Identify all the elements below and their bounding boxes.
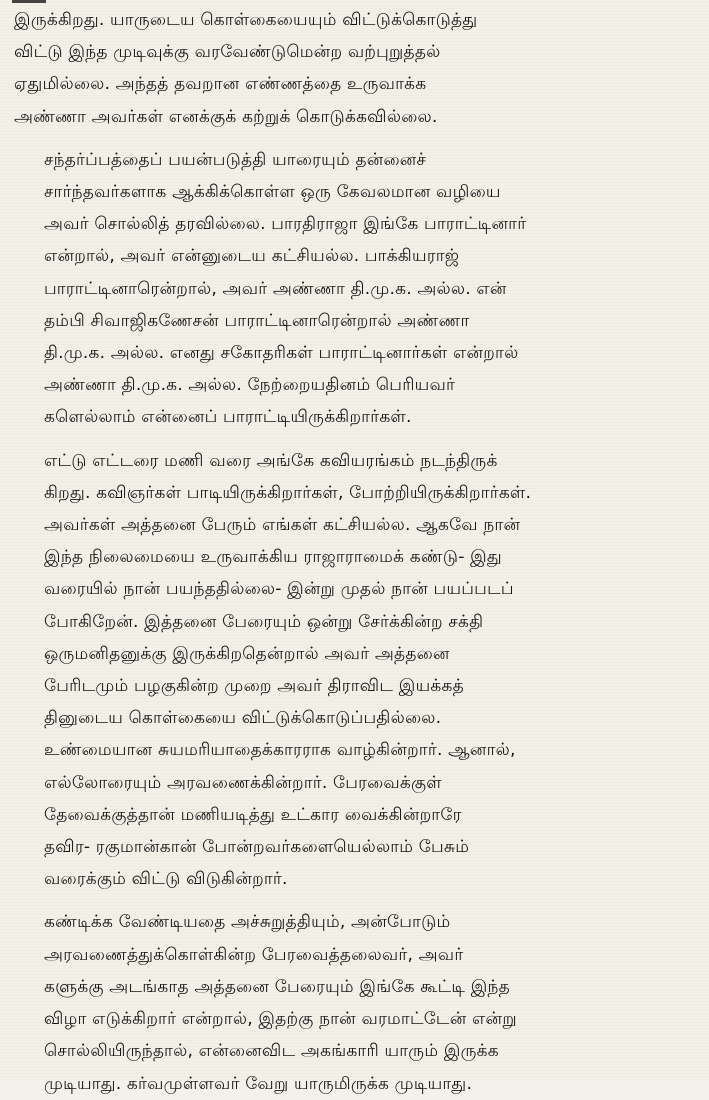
text-line: தம்பி சிவாஜிகணேசன் பாராட்டினாரென்றால் அண்ணா <box>44 310 470 331</box>
text-line: கிறது. கவிஞர்கள் பாடியிருக்கிறார்கள், போற்றியிருக்கிறார்கள். <box>44 482 532 503</box>
text-line: சந்தர்ப்பத்தைப் பயன்படுத்தி யாரையும் தன்னைச் <box>44 149 427 170</box>
text-line: கண்டிக்க வேண்டியதை அச்சுறுத்தியும், அன்போடும் <box>44 912 451 933</box>
text-line: சார்ந்தவர்களாக ஆக்கிக்கொள்ள ஒரு கேவலமான வழியை <box>44 182 501 203</box>
text-line: அண்ணா அவர்கள் எனக்குக் கற்றுக் கொடுக்கவில்லை. <box>14 106 438 127</box>
text-line: எட்டு எட்டரை மணி வரை அங்கே கவியரங்கம் நடந்திருக் <box>44 450 498 471</box>
text-line: தி.மு.க. அல்ல. எனது சகோதரிகள் பாராட்டினார்கள் என்றால் <box>44 343 519 364</box>
text-line: அவர்கள் அத்தனை பேரும் எங்கள் கட்சியல்ல. ஆகவே நான் <box>44 515 521 536</box>
text-line: இருக்கிறது. யாருடைய கொள்கையையும் விட்டுக்கொடுத்து <box>14 10 478 30</box>
text-line: இந்த நிலைமையை உருவாக்கிய ராஜாராமைக் கண்டு- இது <box>44 547 502 568</box>
text-line: அண்ணா தி.மு.க. அல்ல. நேற்றையதினம் பெரியவர் <box>44 375 456 396</box>
text-line: களுக்கு அடங்காத அத்தனை பேரையும் இங்கே கூட்டி இந்த <box>44 976 510 997</box>
text-line: வரைக்கும் விட்டு விடுகின்றார். <box>44 869 288 890</box>
text-line: அவர் சொல்லித் தரவில்லை. பாரதிராஜா இங்கே பாராட்டினார் <box>44 214 527 235</box>
text-line: ஏதுமில்லை. அந்தத் தவறான எண்ணத்தை உருவாக்க <box>14 74 427 95</box>
text-line: என்றால், அவர் என்னுடைய கட்சியல்ல. பாக்கியராஜ் <box>44 246 460 267</box>
text-line: பேரிடமும் பழகுகின்ற முறை அவர் திராவிட இயக்கத் <box>44 676 464 697</box>
text-line: தேவைக்குத்தான் மணியடித்து உட்கார வைக்கின்றாரே <box>44 804 462 825</box>
text-line: சொல்லியிருந்தால், என்னைவிட அகங்காரி யாரும் இருக்க <box>44 1041 499 1062</box>
paragraph-2 <box>14 144 695 434</box>
text-line: விட்டு இந்த முடிவுக்கு வரவேண்டுமென்ற வற்புறுத்தல் <box>14 42 441 63</box>
paragraph-3 <box>14 445 695 896</box>
text-line: விழா எடுக்கிறார் என்றால், இதற்கு நான் வரமாட்டேன் என்று <box>44 1009 517 1030</box>
text-line: அரவணைத்துக்கொள்கின்ற பேரவைத்தலைவர், அவர் <box>44 944 464 965</box>
text-line: முடியாது. கர்வமுள்ளவர் வேறு யாருமிருக்க முடியாது. <box>44 1073 473 1094</box>
text-line: தவிர- ரகுமான்கான் போன்றவர்களையெல்லாம் பேசும் <box>44 837 470 858</box>
top-rule-mark <box>12 0 46 3</box>
text-line: பாராட்டினாரென்றால், அவர் அண்ணா தி.மு.க. அல்ல. என் <box>44 278 507 299</box>
paragraph-4 <box>14 906 695 1099</box>
document-body <box>14 4 695 1100</box>
text-line: எல்லோரையும் அரவணைக்கின்றார். பேரவைக்குள் <box>44 772 442 793</box>
text-line: ஒருமனிதனுக்கு இருக்கிறதென்றால் அவர் அத்தனை <box>44 643 450 664</box>
text-line: தினுடைய கொள்கையை விட்டுக்கொடுப்பதில்லை. <box>44 708 442 729</box>
text-line: வரையில் நான் பயந்ததில்லை- இன்று முதல் நான் பயப்படப் <box>44 579 514 600</box>
paragraph-1 <box>14 4 695 133</box>
text-line: களெல்லாம் என்னைப் பாராட்டியிருக்கிறார்கள். <box>44 407 412 428</box>
text-line: போகிறேன். இத்தனை பேரையும் ஒன்று சேர்க்கின்ற சக்தி <box>44 611 484 632</box>
text-line: உண்மையான சுயமரியாதைக்காரராக வாழ்கின்றார். ஆனால், <box>44 740 516 761</box>
